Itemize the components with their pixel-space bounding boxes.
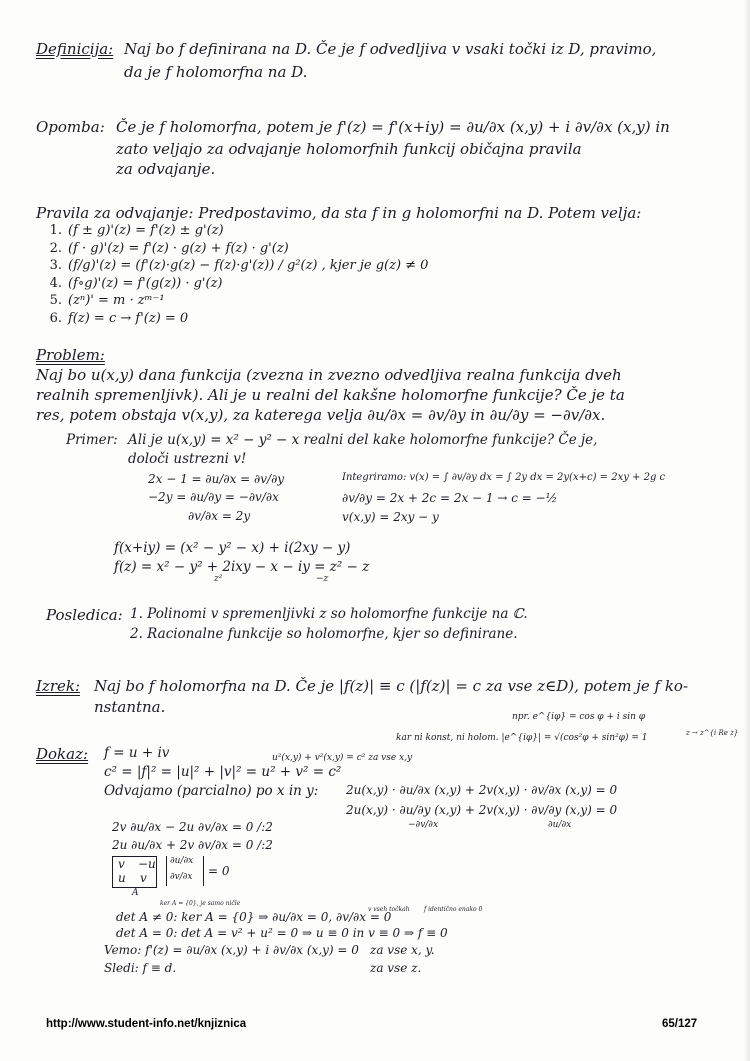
matrix-label: A <box>132 888 139 898</box>
primer-f1: f(x+iy) = (x² − y² − x) + i(2xy − y) <box>114 540 351 556</box>
matrix-a-cell: v <box>140 871 147 885</box>
footer-url: http://www.student-info.net/knjiznica <box>46 1018 247 1030</box>
dokaz-d2: det A = 0: det A = v² + u² = 0 ⇒ u ≡ 0 in v ≡ 0 ⇒ f ≡ 0 <box>116 926 448 940</box>
dokaz-d3-side: za vse x, y. <box>370 943 435 957</box>
dokaz-d1-right: f identično enako 0 <box>424 906 483 913</box>
matrix-a-cell: −u <box>138 857 156 871</box>
matrix-b-cell: ∂u/∂x <box>170 856 194 866</box>
definicija-label: Definicija: <box>36 40 114 58</box>
dokaz-d1-note: ker A = {0}, je samo ničle <box>160 900 241 907</box>
pravila-item: 4. (f∘g)'(z) = f'(g(z)) · g'(z) <box>49 275 223 291</box>
opomba-line1: Če je f holomorfna, potem je f'(z) = f'(x+iy) = ∂u/∂x (x,y) + i ∂v/∂x (x,y) in <box>116 118 670 136</box>
dokaz-r2-over: ∂u/∂x <box>548 820 572 830</box>
izrek-note: kar ni konst, ni holom. |e^{iφ}| = √(cos²φ + sin²φ) = 1 <box>396 733 648 743</box>
primer-step: 2x − 1 = ∂u/∂x = ∂v/∂y <box>148 472 285 486</box>
matrix-a-cell: u <box>118 871 126 885</box>
pravila-list <box>44 223 428 328</box>
posledica-item1: 1. Polinomi v spremenljivki z so holomorfne funkcije na ℂ. <box>130 606 528 622</box>
matrix-b-cell: ∂v/∂x <box>170 872 193 882</box>
izrek-line2: nstantna. <box>94 698 166 716</box>
dokaz-r2: 2u(x,y) · ∂u/∂y (x,y) + 2v(x,y) · ∂v/∂y (x,y) = 0 <box>346 803 618 817</box>
primer-step: ∂v/∂x = 2y <box>188 509 251 523</box>
definicija-line1: Naj bo f definirana na D. Če je f odvedljiva v vsaki točki iz D, pravimo, <box>124 40 657 58</box>
primer-line2: določi ustrezni v! <box>128 451 247 467</box>
dokaz-d4-side: za vse z. <box>370 961 422 975</box>
primer-label: Primer: <box>66 432 118 448</box>
primer-f2-sub1: z² <box>214 574 223 584</box>
dokaz-r1: 2u(x,y) · ∂u/∂x (x,y) + 2v(x,y) · ∂v/∂x (x,y) = 0 <box>346 783 618 797</box>
izrek-note-top: npr. e^{iφ} = cos φ + i sin φ <box>512 712 646 722</box>
posledica-item2: 2. Racionalne funkcije so holomorfne, kjer so definirane. <box>130 626 518 642</box>
pravila-item: 1. (f ± g)'(z) = f'(z) ± g'(z) <box>49 223 224 238</box>
pravila-item: 3. (f/g)'(z) = (f'(z)·g(z) − f(z)·g'(z)) / g²(z) , kjer je g(z) ≠ 0 <box>49 258 429 273</box>
primer-int3: v(x,y) = 2xy − y <box>342 510 439 524</box>
problem-line2: realnih spremenljivk). Ali je u realni del kakšne holomorfne funkcije? Če je ta <box>36 386 625 404</box>
posledica-label: Posledica: <box>46 606 123 624</box>
matrix-a-cell: v <box>118 857 125 871</box>
dokaz-l3: Odvajamo (parcialno) po x in y: <box>104 783 319 799</box>
definicija-line2: da je f holomorfna na D. <box>124 63 308 81</box>
page-edge-shadow <box>744 0 750 1061</box>
pravila-item: 2. (f · g)'(z) = f'(z) · g(z) + f(z) · g'(z) <box>49 240 289 256</box>
dokaz-d4: Sledi: f ≡ d. <box>104 961 177 975</box>
pravila-heading: Pravila za odvajanje: Predpostavimo, da sta f in g holomorfni na D. Potem velja: <box>36 204 642 222</box>
pravila-item: 5. (zⁿ)' = m · zᵐ⁻¹ <box>49 293 165 308</box>
dokaz-e1: 2v ∂u/∂x − 2u ∂v/∂x = 0 /:2 <box>112 820 273 834</box>
pravila-item: 6. f(z) = c → f'(z) = 0 <box>49 310 189 326</box>
primer-step: −2y = ∂u/∂y = −∂v/∂x <box>148 490 279 504</box>
izrek-line1: Naj bo f holomorfna na D. Če je |f(z)| ≡ c (|f(z)| = c za vse z∈D), potem je f ko- <box>94 677 689 695</box>
dokaz-d1-note2: v vseh točkah <box>368 906 410 913</box>
dokaz-r2-under: −∂v/∂x <box>408 820 439 830</box>
footer-page-number: 65/127 <box>662 1018 698 1030</box>
matrix-eq: = 0 <box>208 864 230 878</box>
problem-line3: res, potem obstaja v(x,y), za katerega velja ∂u/∂x = ∂v/∂y in ∂u/∂y = −∂v/∂x. <box>36 406 606 424</box>
opomba-label: Opomba: <box>36 118 105 136</box>
problem-label: Problem: <box>36 346 105 364</box>
dokaz-l1: f = u + iv <box>104 745 170 761</box>
izrek-note-right: z → z^{i Re z} <box>686 729 739 737</box>
izrek-label: Izrek: <box>36 677 81 695</box>
dokaz-d1: det A ≠ 0: ker A = {0} ⇒ ∂u/∂x = 0, ∂v/∂x = 0 <box>116 910 392 924</box>
primer-int2: ∂v/∂y = 2x + 2c = 2x − 1 → c = −½ <box>342 491 558 505</box>
dokaz-l2: c² = |f|² = |u|² + |v|² = u² + v² = c² <box>104 764 342 780</box>
problem-line1: Naj bo u(x,y) dana funkcija (zvezna in zvezno odvedljiva realna funkcija dveh <box>36 366 622 384</box>
dokaz-label: Dokaz: <box>36 745 89 763</box>
dokaz-l1-side: u²(x,y) + v²(x,y) = c² za vse x,y <box>272 753 413 763</box>
primer-line1: Ali je u(x,y) = x² − y² − x realni del kake holomorfne funkcije? Če je, <box>128 432 598 448</box>
dokaz-e2: 2u ∂u/∂x + 2v ∂v/∂x = 0 /:2 <box>112 838 273 852</box>
primer-integriramo: Integriramo: v(x) = ∫ ∂v/∂y dx = ∫ 2y dx = 2y(x+c) = 2xy + 2g c <box>342 472 666 483</box>
primer-f2: f(z) = x² − y² + 2ixy − x − iy = z² − z <box>114 559 370 575</box>
opomba-line2: zato veljajo za odvajanje holomorfnih funkcij običajna pravila <box>116 140 582 158</box>
dokaz-d3: Vemo: f'(z) = ∂u/∂x (x,y) + i ∂v/∂x (x,y) = 0 <box>104 943 359 957</box>
primer-f2-sub2: −z <box>316 574 329 584</box>
opomba-line3: za odvajanje. <box>116 160 216 178</box>
